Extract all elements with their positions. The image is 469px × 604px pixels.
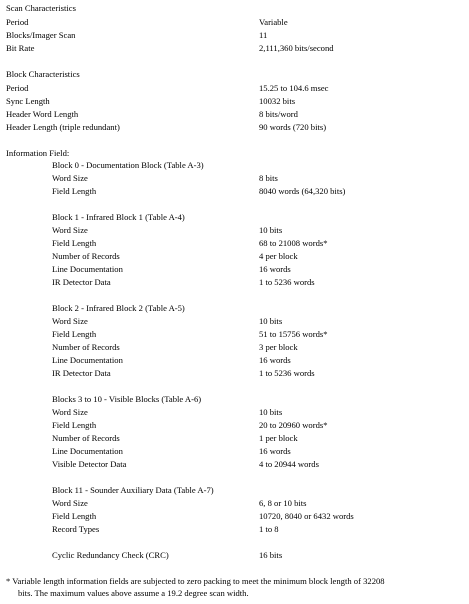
block-heading: Block 1 - Infrared Block 1 (Table A-4) xyxy=(52,212,185,222)
spec-label: Field Length xyxy=(52,511,97,521)
section-title: Scan Characteristics xyxy=(6,3,76,13)
section-title: Block Characteristics xyxy=(6,69,80,79)
spec-value: 10720, 8040 or 6432 words xyxy=(259,511,354,521)
spec-value: 1 per block xyxy=(259,433,298,443)
spec-label: Field Length xyxy=(52,329,97,339)
spec-label: Sync Length xyxy=(6,96,50,106)
spec-label: Bit Rate xyxy=(6,43,35,53)
spec-value: 16 words xyxy=(259,264,291,274)
block-heading: Block 2 - Infrared Block 2 (Table A-5) xyxy=(52,303,185,313)
spec-value: 6, 8 or 10 bits xyxy=(259,498,307,508)
spec-label: Line Documentation xyxy=(52,446,123,456)
spec-value: 68 to 21008 words* xyxy=(259,238,328,248)
spec-label: Line Documentation xyxy=(52,355,123,365)
spec-label: IR Detector Data xyxy=(52,277,111,287)
spec-label: Period xyxy=(6,83,29,93)
spec-label: Number of Records xyxy=(52,251,120,261)
spec-value: 4 per block xyxy=(259,251,298,261)
spec-label: Blocks/Imager Scan xyxy=(6,30,76,40)
spec-value: 8 bits/word xyxy=(259,109,298,119)
spec-value: 10 bits xyxy=(259,407,283,417)
spec-value: 90 words (720 bits) xyxy=(259,122,327,132)
spec-label: Header Word Length xyxy=(6,109,79,119)
spec-value: 10 bits xyxy=(259,316,283,326)
spec-value: 4 to 20944 words xyxy=(259,459,319,469)
spec-value: Variable xyxy=(259,17,288,27)
spec-label: Number of Records xyxy=(52,342,120,352)
spec-label: Word Size xyxy=(52,498,88,508)
spec-value: 16 words xyxy=(259,446,291,456)
spec-value: 3 per block xyxy=(259,342,298,352)
spec-value: 2,111,360 bits/second xyxy=(259,43,334,53)
spec-value: 20 to 20960 words* xyxy=(259,420,328,430)
block-heading: Block 11 - Sounder Auxiliary Data (Table A-7) xyxy=(52,485,214,495)
block-heading: Block 0 - Documentation Block (Table A-3) xyxy=(52,160,204,170)
spec-value: 8040 words (64,320 bits) xyxy=(259,186,346,196)
spec-label: Word Size xyxy=(52,316,88,326)
spec-label: Record Types xyxy=(52,524,100,534)
spec-label: Number of Records xyxy=(52,433,120,443)
spec-value: 1 to 8 xyxy=(259,524,279,534)
spec-label: Cyclic Redundancy Check (CRC) xyxy=(52,550,169,560)
spec-label: Field Length xyxy=(52,420,97,430)
spec-value: 10 bits xyxy=(259,225,283,235)
spec-value: 15.25 to 104.6 msec xyxy=(259,83,329,93)
spec-value: 16 words xyxy=(259,355,291,365)
block-heading: Blocks 3 to 10 - Visible Blocks (Table A-6) xyxy=(52,394,202,404)
spec-label: Word Size xyxy=(52,225,88,235)
spec-label: Visible Detector Data xyxy=(52,459,127,469)
spec-value: 8 bits xyxy=(259,173,278,183)
spec-label: Field Length xyxy=(52,238,97,248)
section-title: Information Field: xyxy=(6,148,70,158)
footnote-line-2: bits. The maximum values above assume a 19.2 degree scan width. xyxy=(18,588,249,598)
spec-label: Field Length xyxy=(52,186,97,196)
spec-value: 10032 bits xyxy=(259,96,296,106)
spec-value: 1 to 5236 words xyxy=(259,277,315,287)
footnote-line-1: * Variable length information fields are subjected to zero packing to meet the minimum block length of 32208 xyxy=(6,576,385,586)
spec-label: Period xyxy=(6,17,29,27)
spec-label: Line Documentation xyxy=(52,264,123,274)
spec-label: Header Length (triple redundant) xyxy=(6,122,120,132)
spec-label: Word Size xyxy=(52,407,88,417)
spec-value: 51 to 15756 words* xyxy=(259,329,328,339)
spec-value: 16 bits xyxy=(259,550,283,560)
spec-value: 1 to 5236 words xyxy=(259,368,315,378)
spec-label: Word Size xyxy=(52,173,88,183)
spec-value: 11 xyxy=(259,30,268,40)
spec-label: IR Detector Data xyxy=(52,368,111,378)
